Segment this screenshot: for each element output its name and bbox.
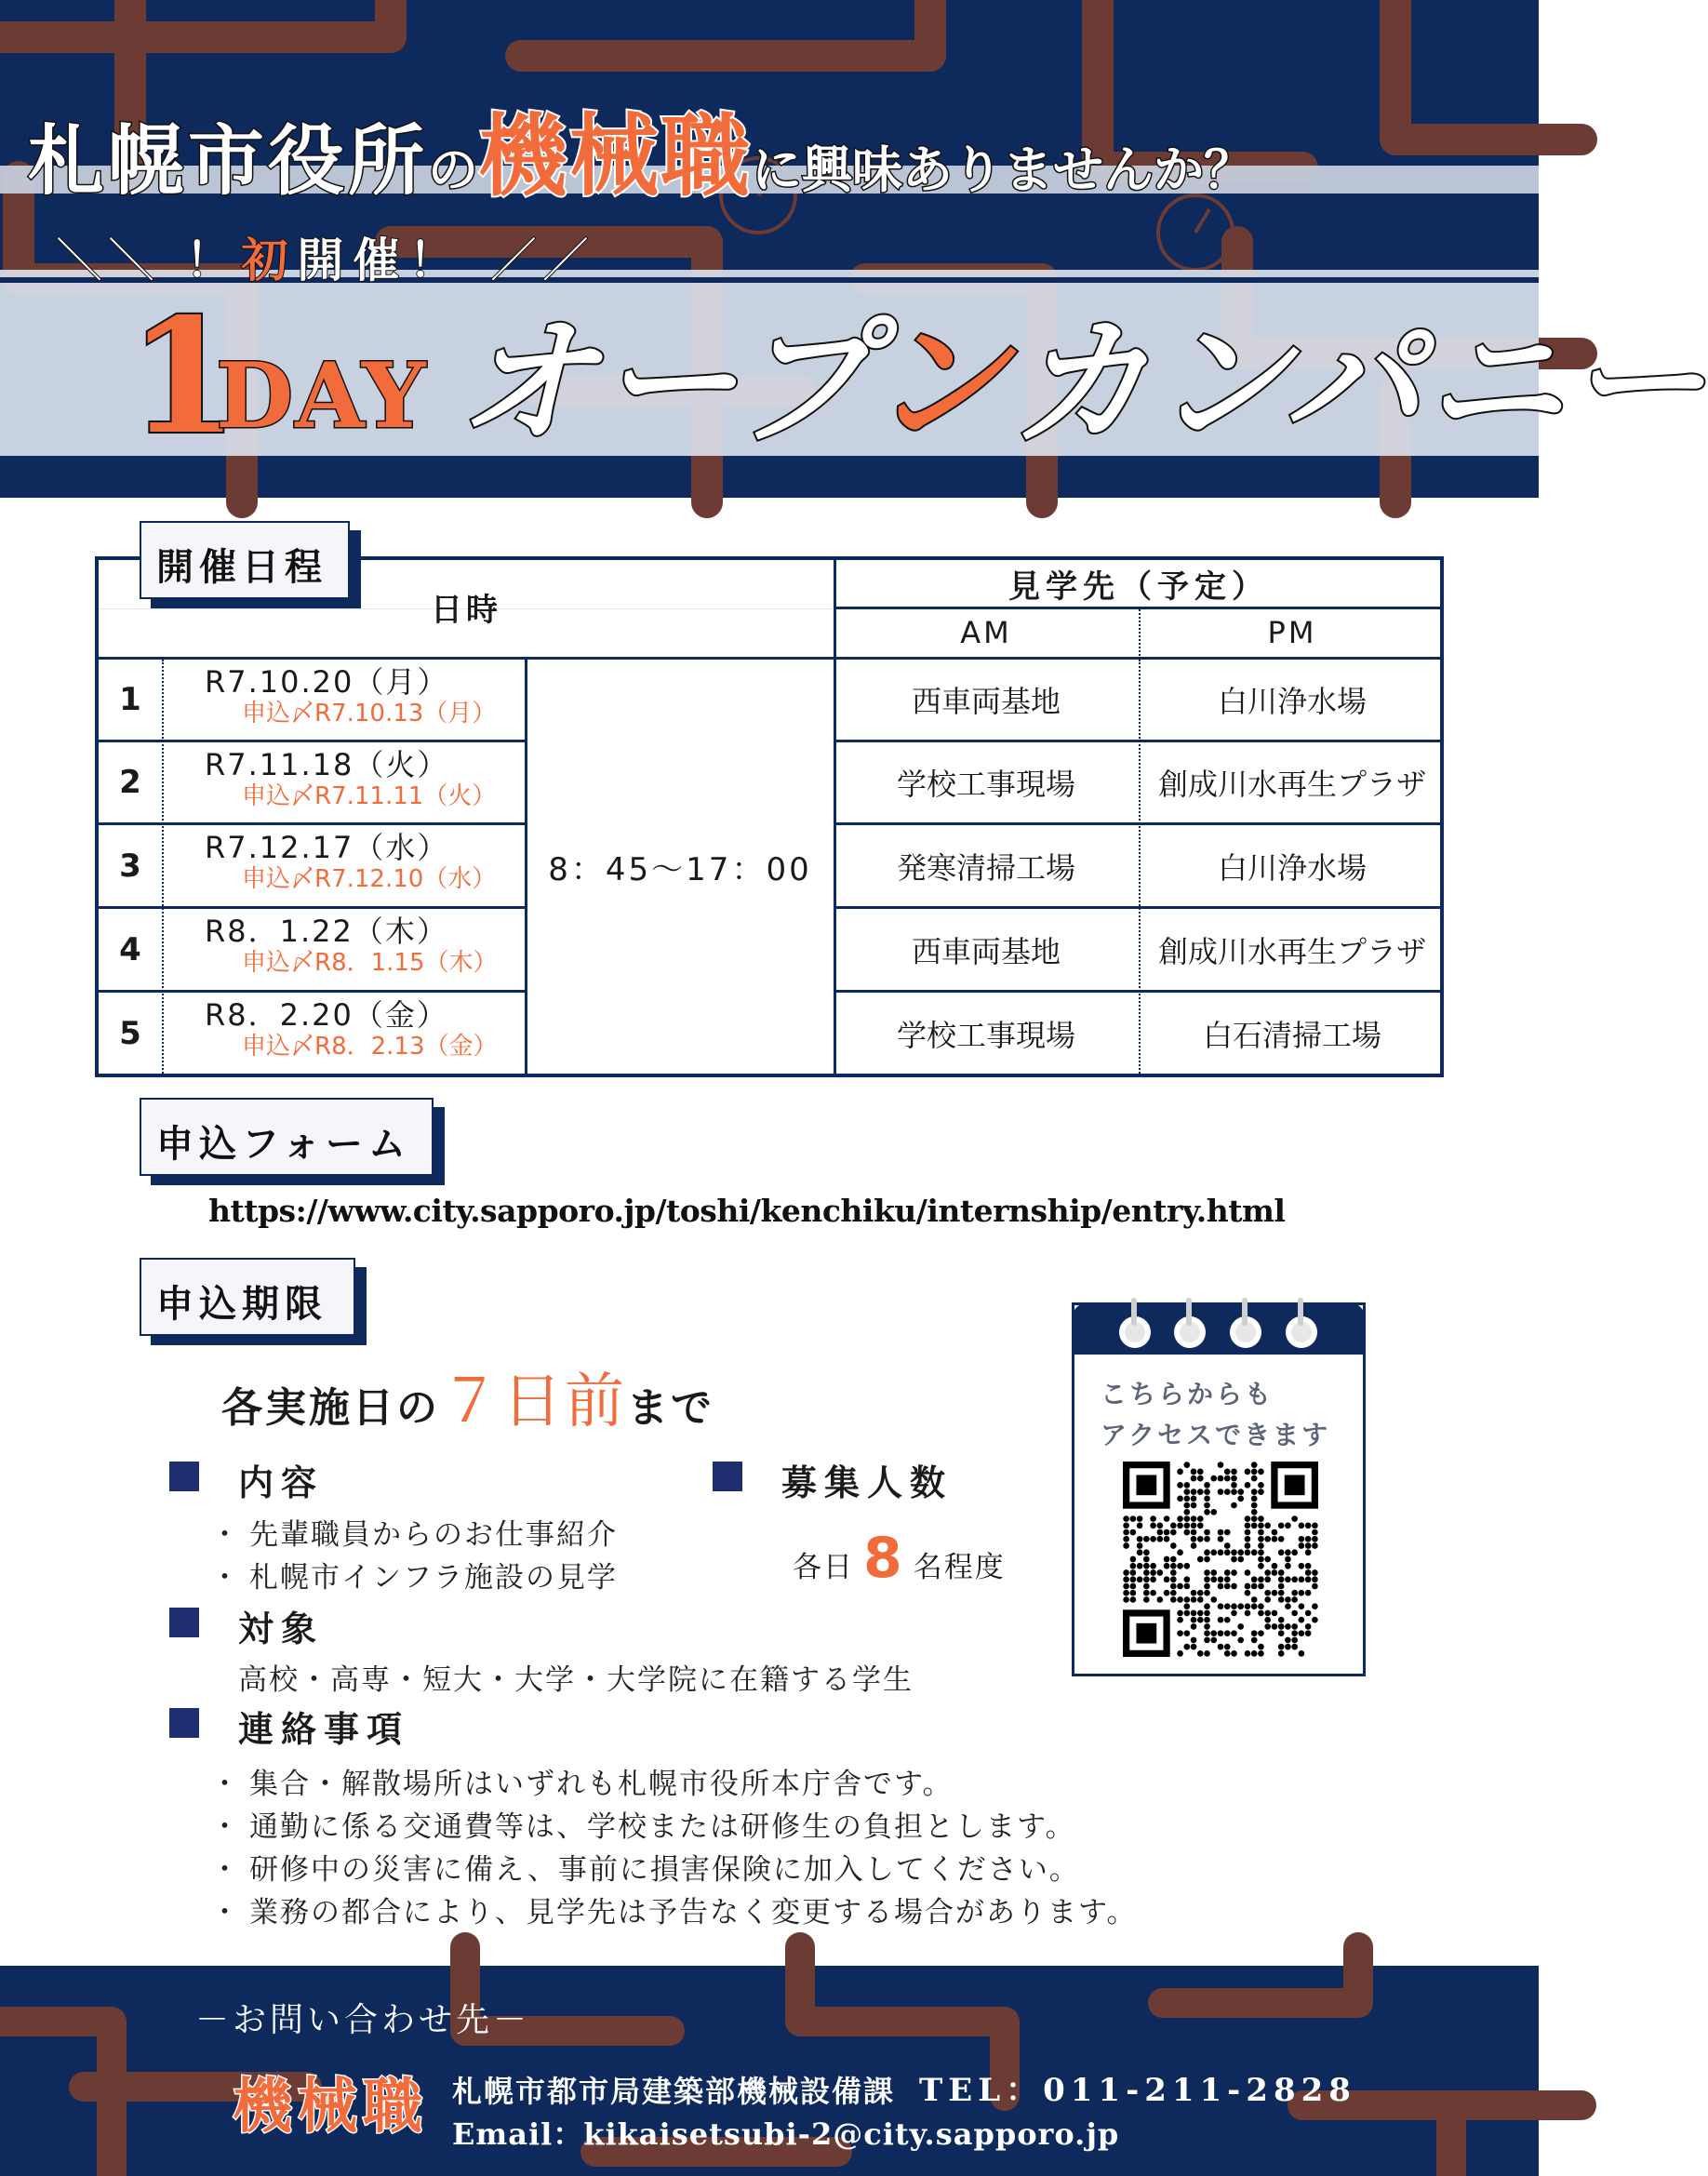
am-visit: 学校工事現場 xyxy=(896,767,1075,802)
col-header-am: AM xyxy=(960,615,1012,650)
event-date: R7.12.17（水） xyxy=(205,830,449,865)
email-address[interactable]: Email：kikaisetsubi-2@city.sapporo.jp xyxy=(452,2116,1120,2152)
capacity-heading: 募集人数 xyxy=(781,1462,954,1503)
note-item xyxy=(210,1803,1076,1845)
title-no: の xyxy=(428,140,479,199)
form-tab: 申込フォーム xyxy=(140,1098,434,1176)
bullet-icon: ・ xyxy=(210,1768,241,1801)
qr-code-icon[interactable] xyxy=(1123,1462,1318,1657)
note-item-text: 通勤に係る交通費等は、学校または研修生の負担とします。 xyxy=(249,1810,1076,1844)
held-label: 開催 xyxy=(297,234,409,287)
pm-visit: 白石清掃工場 xyxy=(1202,1017,1381,1053)
ring-icon xyxy=(1286,1316,1317,1348)
title-job: 機械職 xyxy=(478,104,753,208)
deadline-highlight: ７日前 xyxy=(440,1368,627,1436)
section-marker-icon xyxy=(713,1462,742,1491)
note-item-text: 研修中の災害に備え、事前に損害保険に加入してください。 xyxy=(249,1853,1080,1887)
first-label: 初 xyxy=(241,234,298,287)
date-cell xyxy=(192,663,527,743)
am-visit: 西車両基地 xyxy=(911,684,1061,719)
department-name: 札幌市都市局建築部機械設備課 xyxy=(452,2074,896,2109)
section-marker-icon xyxy=(169,1462,199,1491)
pm-visit: 白川浄水場 xyxy=(1217,849,1367,886)
event-date: R8．1.22（木） xyxy=(205,914,448,949)
content-item-text: 先輩職員からのお仕事紹介 xyxy=(249,1518,618,1552)
event-day: DAY xyxy=(216,343,428,448)
target-text: 高校・高専・短大・大学・大学院に在籍する学生 xyxy=(238,1663,914,1697)
col-header-pm: PM xyxy=(1267,615,1317,650)
section-marker-icon xyxy=(169,1608,199,1637)
application-url-link[interactable]: https://www.city.sapporo.jp/toshi/kenchiku/internship/entry.html xyxy=(208,1193,1286,1229)
footer xyxy=(0,1966,1539,2176)
deadline-tab: 申込期限 xyxy=(140,1258,355,1336)
page-title xyxy=(28,86,1516,213)
apply-deadline: 申込〆R7.12.10（水） xyxy=(242,865,497,893)
capacity-pre: 各日 xyxy=(793,1551,854,1584)
notes-heading: 連絡事項 xyxy=(238,1709,410,1750)
header-banner xyxy=(0,0,1708,498)
date-cell xyxy=(192,829,527,909)
content-item xyxy=(210,1511,618,1553)
deadline-post: まで xyxy=(627,1384,714,1432)
pm-visit: 創成川水再生プラザ xyxy=(1157,767,1426,802)
target-heading: 対象 xyxy=(238,1609,325,1649)
apply-deadline: 申込〆R8．2.13（金） xyxy=(242,1033,498,1061)
bullet-icon: ・ xyxy=(210,1561,241,1595)
table-divider xyxy=(162,660,164,1074)
note-item xyxy=(210,1846,1080,1888)
apply-deadline: 申込〆R7.11.11（火） xyxy=(242,782,497,810)
col-header-visit: 見学先（予定） xyxy=(1008,567,1269,606)
qr-card xyxy=(1072,1302,1366,1676)
phone-number[interactable]: TEL：011-211-2828 xyxy=(919,2072,1356,2109)
am-visit: 発寒清掃工場 xyxy=(896,849,1075,886)
slashes-left: ＼＼ xyxy=(56,234,160,287)
apply-deadline: 申込〆R7.10.13（月） xyxy=(242,700,497,728)
calendar-header xyxy=(1072,1302,1366,1355)
bullet-icon: ・ xyxy=(210,1810,241,1844)
deadline-pre: 各実施日の xyxy=(221,1384,440,1432)
title-rest: に興味ありませんか？ xyxy=(752,140,1255,199)
capacity-text xyxy=(793,1526,1006,1591)
event-number: 1 xyxy=(128,284,239,470)
row-number: 1 xyxy=(119,681,141,718)
ring-icon xyxy=(1230,1316,1261,1348)
section-marker-icon xyxy=(169,1708,199,1738)
event-date: R7.10.20（月） xyxy=(205,664,449,700)
event-date: R7.11.18（火） xyxy=(205,747,449,782)
contact-label: －お問い合わせ先－ xyxy=(195,2001,531,2039)
col-header-datetime: 日時 xyxy=(431,591,501,629)
event-name-c: カンパ xyxy=(1010,303,1426,463)
note-item xyxy=(210,1760,954,1802)
exclaim-right: ！ xyxy=(408,234,465,287)
ring-icon xyxy=(1119,1316,1151,1348)
first-held-label xyxy=(56,223,594,290)
note-item-text: 業務の都合により、見学先は予告なく変更する場合があります。 xyxy=(249,1896,1138,1929)
slashes-right: ／／ xyxy=(489,234,594,287)
bullet-icon: ・ xyxy=(210,1853,241,1887)
row-number: 3 xyxy=(119,847,141,885)
note-item xyxy=(210,1889,1138,1930)
event-name-a: オープ xyxy=(458,303,870,463)
time-cell: 8：45～17：00 xyxy=(548,851,812,888)
capacity-post: 名程度 xyxy=(913,1551,1006,1584)
ring-icon xyxy=(1174,1316,1206,1348)
event-name-b: ン xyxy=(869,303,1011,463)
row-number: 5 xyxy=(119,1014,141,1052)
event-name-d: ニー xyxy=(1425,303,1708,463)
schedule-table xyxy=(95,556,1444,1077)
capacity-number: 8 xyxy=(863,1526,904,1591)
date-cell xyxy=(192,996,527,1076)
event-date: R8．2.20（金） xyxy=(205,997,448,1033)
exclaim-left: ！ xyxy=(185,234,242,287)
am-visit: 西車両基地 xyxy=(911,933,1061,969)
row-number: 4 xyxy=(119,930,141,968)
bullet-icon: ・ xyxy=(210,1518,241,1552)
footer-logo: 機械職 xyxy=(233,2073,428,2142)
bullet-icon: ・ xyxy=(210,1896,241,1929)
qr-caption-line: アクセスできます xyxy=(1101,1420,1331,1450)
content-item xyxy=(210,1554,618,1595)
qr-caption xyxy=(1101,1374,1330,1456)
pm-visit: 白川浄水場 xyxy=(1217,684,1367,719)
apply-deadline: 申込〆R8．1.15（木） xyxy=(242,949,498,977)
date-cell xyxy=(192,746,527,826)
title-city: 札幌市役所 xyxy=(28,117,429,206)
row-number: 2 xyxy=(119,764,141,801)
date-cell xyxy=(192,913,527,993)
pm-visit: 創成川水再生プラザ xyxy=(1157,933,1426,969)
deadline-text xyxy=(221,1354,714,1439)
content-heading: 内容 xyxy=(238,1462,325,1503)
am-visit: 学校工事現場 xyxy=(896,1017,1075,1053)
content-item-text: 札幌市インフラ施設の見学 xyxy=(249,1561,618,1595)
schedule-tab: 開催日程 xyxy=(140,521,350,599)
event-name xyxy=(458,303,1708,463)
qr-caption-line: こちらからも xyxy=(1101,1379,1274,1409)
note-item-text: 集合・解散場所はいずれも札幌市役所本庁舎です。 xyxy=(249,1768,954,1801)
